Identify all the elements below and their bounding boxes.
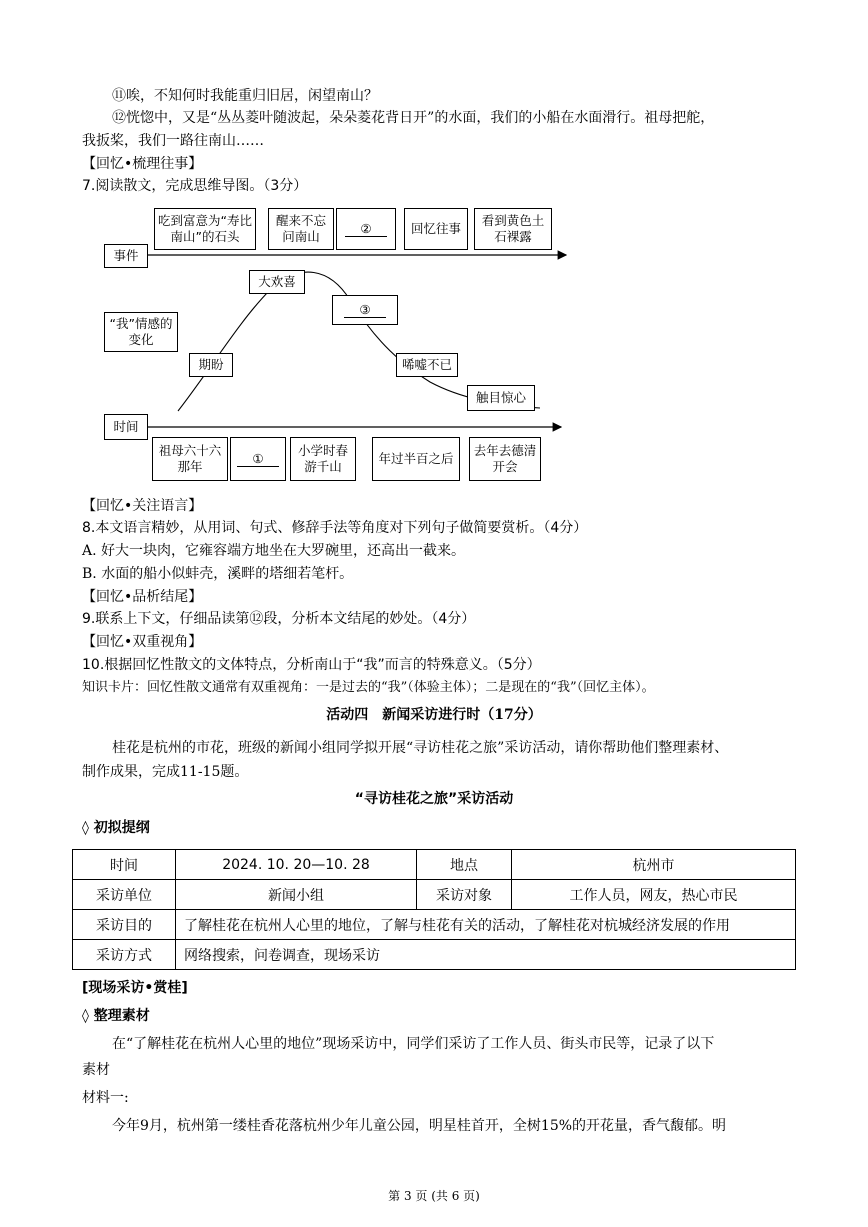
time-box-5: 去年去德清开会	[469, 437, 541, 481]
organize-materials-heading: ◊ 整理素材	[82, 1008, 150, 1024]
time-box-3: 小学时春游千山	[290, 437, 356, 481]
interview-plan-table	[72, 849, 796, 970]
draft-outline-heading: ◊ 初拟提纲	[82, 820, 150, 836]
feeling-box-1: 期盼	[189, 353, 233, 377]
section-heading-perspective: 【回忆•双重视角】	[82, 634, 203, 650]
feeling-box-3-blank: ③	[332, 295, 398, 325]
table-row: 采访单位 新闻小组 采访对象 工作人员，网友，热心市民	[73, 880, 796, 910]
time-box-1: 祖母六十六那年	[152, 437, 228, 481]
question-10: 10.根据回忆性散文的文体特点，分析南山于“我”而言的特殊意义。（5分）	[82, 657, 541, 673]
feeling-box-5: 触目惊心	[467, 385, 535, 411]
question-8-item-b: B. 水面的船小似蚌壳，溪畔的塔细若笔杆。	[82, 566, 354, 582]
question-9: 9.联系上下文，仔细品读第⑫段，分析本文结尾的妙处。（4分）	[82, 611, 476, 627]
time-box-2-blank: ①	[230, 437, 286, 481]
material-intro-line-1: 在“了解桂花在杭州人心里的地位”现场采访中，同学们采访了工作人员、街头市民等，记录了以下	[112, 1036, 715, 1052]
section-heading-review: 【回忆•梳理往事】	[82, 156, 203, 172]
feelings-label: “我”情感的变化	[104, 312, 178, 352]
feeling-box-4: 唏嘘不已	[396, 353, 458, 377]
feeling-box-2: 大欢喜	[249, 270, 305, 294]
paragraph-12-line2: 我扳桨，我们一路往南山……	[82, 133, 264, 149]
mind-map	[0, 0, 868, 500]
paragraph-12-line1: ⑫恍惚中，又是“丛丛菱叶随波起，朵朵菱花背日开”的水面，我们的小船在水面滑行。祖母把舵，	[112, 110, 715, 126]
section-heading-ending: 【回忆•品析结尾】	[82, 589, 203, 605]
material-intro-line-2: 素材	[82, 1062, 110, 1078]
table-row: 采访方式 网络搜索，问卷调查，现场采访	[73, 940, 796, 970]
intro-line-1: 桂花是杭州的市花，班级的新闻小组同学拟开展“寻访桂花之旅”采访活动，请你帮助他们整理素材、	[112, 740, 729, 756]
on-site-interview-heading: [现场采访•赏桂]	[82, 980, 188, 996]
event-box-3-blank: ②	[336, 208, 396, 250]
time-label: 时间	[104, 414, 148, 440]
table-row: 采访目的 了解桂花在杭州人心里的地位，了解与桂花有关的活动，了解桂花对杭城经济发展的作用	[73, 910, 796, 940]
time-box-4: 年过半百之后	[372, 437, 460, 481]
event-box-4: 回忆往事	[404, 208, 468, 250]
activity-4-heading: 活动四 新闻采访进行时（17分）	[326, 707, 542, 723]
page-footer: 第 3 页 (共 6 页)	[388, 1189, 480, 1203]
activity-title: “寻访桂花之旅”采访活动	[354, 791, 514, 807]
question-8-item-a: A. 好大一块肉，它雍容端方地坐在大罗碗里，还高出一截来。	[82, 543, 466, 559]
events-label: 事件	[104, 244, 148, 268]
section-heading-language: 【回忆•关注语言】	[82, 498, 203, 514]
table-row: 时间 2024. 10. 20—10. 28 地点 杭州市	[73, 850, 796, 880]
knowledge-card: 知识卡片：回忆性散文通常有双重视角：一是过去的“我”（体验主体）；二是现在的“我”（回忆主体）。	[82, 680, 655, 695]
question-8: 8.本文语言精妙，从用词、句式、修辞手法等角度对下列句子做简要赏析。（4分）	[82, 520, 588, 536]
event-box-1: 吃到富意为“寿比南山”的石头	[154, 208, 256, 250]
material-1-text: 今年9月，杭州第一缕桂香花落杭州少年儿童公园，明星桂首开，全树15%的开花量，香气馥郁。明	[112, 1118, 727, 1134]
event-box-5: 看到黄色土石裸露	[474, 208, 552, 250]
question-7: 7.阅读散文，完成思维导图。（3分）	[82, 178, 308, 194]
intro-line-2: 制作成果，完成11-15题。	[82, 764, 249, 780]
material-1-label: 材料一:	[82, 1090, 129, 1106]
paragraph-11: ⑪唉，不知何时我能重归旧居，闲望南山？	[112, 88, 378, 104]
event-box-2: 醒来不忘问南山	[268, 208, 334, 250]
